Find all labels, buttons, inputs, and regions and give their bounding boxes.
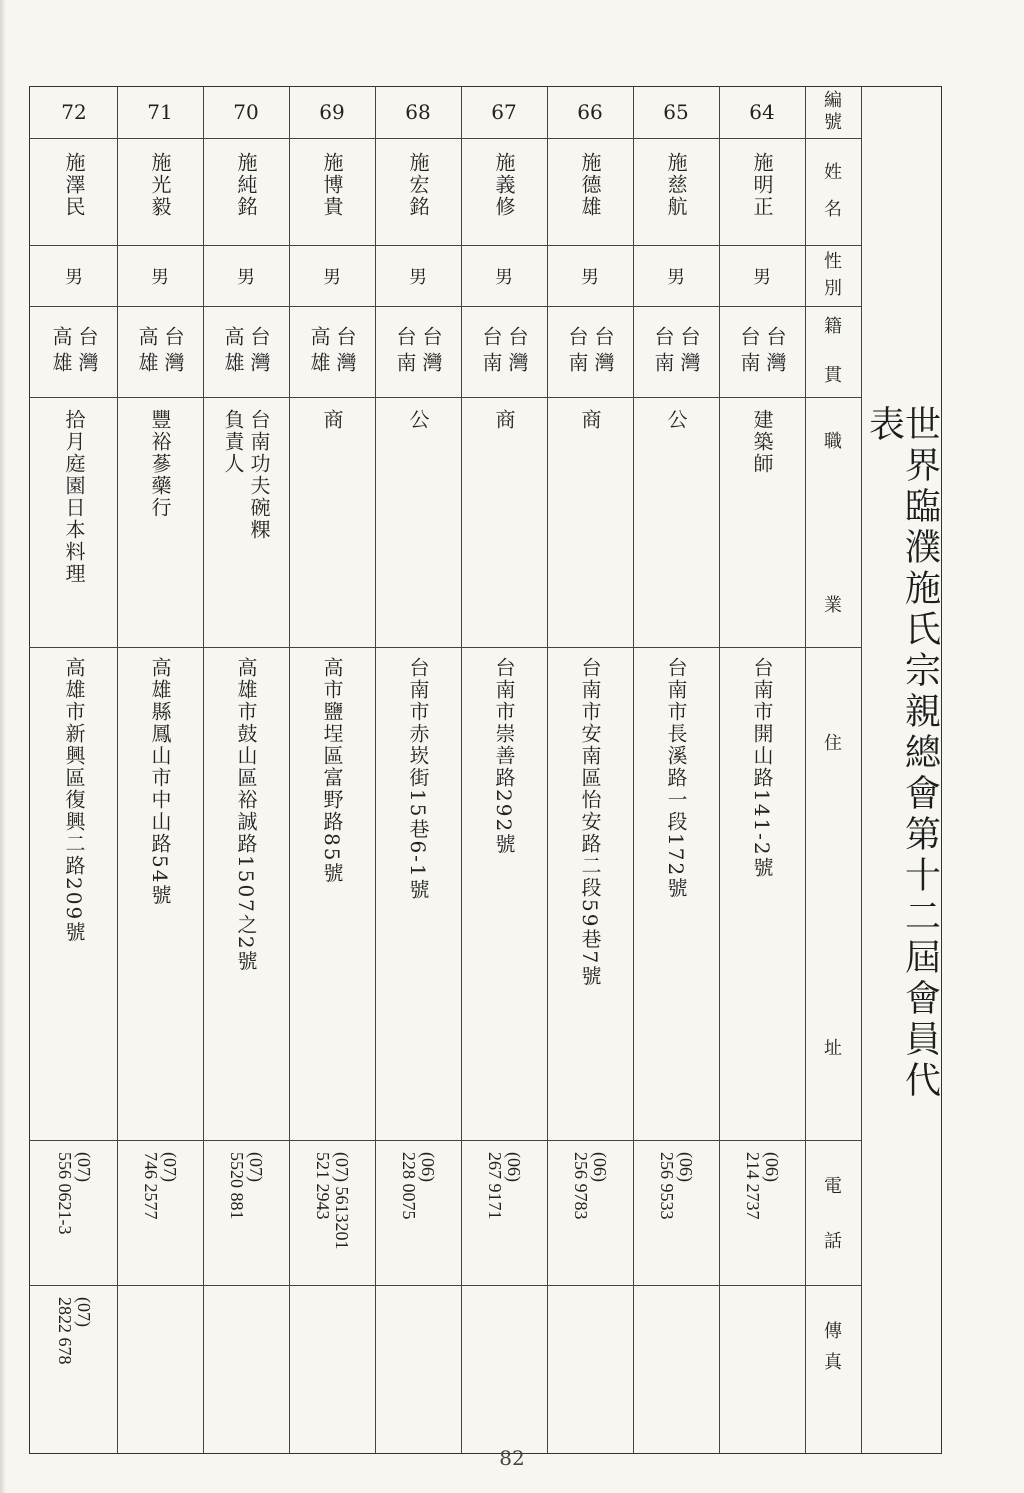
member-gender: 男	[237, 267, 255, 288]
member-origin-cell	[461, 306, 547, 397]
member-job-cell	[547, 397, 633, 647]
member-no-cell	[203, 86, 289, 138]
member-job-cell	[719, 397, 805, 647]
header-char: 號	[824, 112, 842, 134]
member-address-cell	[547, 647, 633, 1140]
member-fax-cell	[461, 1285, 547, 1454]
member-origin: 台灣 台南	[651, 326, 701, 378]
member-phone-cell	[375, 1140, 461, 1285]
member-gender-cell	[547, 245, 633, 306]
member-origin: 台灣 台南	[737, 326, 787, 378]
member-phone-cell	[633, 1140, 719, 1285]
member-origin-cell	[719, 306, 805, 397]
member-job: 建築師	[750, 409, 774, 475]
member-gender-cell	[719, 245, 805, 306]
member-job-cell	[461, 397, 547, 647]
member-name: 施博貴	[320, 152, 344, 218]
header-char: 籍	[824, 316, 842, 337]
member-address-cell	[375, 647, 461, 1140]
member-phone: (06) 267 9171	[485, 1152, 524, 1220]
member-fax-cell	[31, 1285, 117, 1454]
member-job-cell	[203, 397, 289, 647]
member-address: 台南市長溪路一段172號	[664, 657, 688, 900]
member-name-cell	[547, 138, 633, 245]
member-no: 66	[577, 100, 603, 124]
member-phone: (07) 556 0621-3	[55, 1152, 94, 1235]
header-address	[805, 647, 861, 1140]
member-address-cell	[31, 647, 117, 1140]
member-origin-cell	[117, 306, 203, 397]
member-name: 施義修	[492, 152, 516, 218]
page-number: 82	[499, 1446, 525, 1470]
member-origin: 台灣 台南	[479, 326, 529, 378]
member-job: 公	[664, 409, 688, 431]
header-number	[805, 86, 861, 138]
header-fax	[805, 1285, 861, 1454]
member-no: 68	[405, 100, 431, 124]
member-gender-cell	[203, 245, 289, 306]
page-edge	[0, 0, 6, 1493]
member-no: 64	[749, 100, 775, 124]
member-job: 豐裕蔘藥行	[148, 409, 172, 519]
member-phone: (07) 5520 881	[227, 1152, 266, 1220]
member-gender-cell	[31, 245, 117, 306]
member-fax-cell	[547, 1285, 633, 1454]
header-phone	[805, 1140, 861, 1285]
member-address-cell	[461, 647, 547, 1140]
member-origin-cell	[203, 306, 289, 397]
member-fax-cell	[375, 1285, 461, 1454]
member-fax-cell	[203, 1285, 289, 1454]
member-no-cell	[289, 86, 375, 138]
page-title: 世界臨濮施氏宗親總會第十二屆會員代表	[863, 405, 941, 1102]
member-origin-cell	[31, 306, 117, 397]
member-name-cell	[289, 138, 375, 245]
member-phone: (06) 256 9783	[571, 1152, 610, 1220]
member-job-cell	[289, 397, 375, 647]
member-job: 台南功夫碗粿 負責人	[221, 409, 271, 541]
member-phone-cell	[461, 1140, 547, 1285]
header-char: 址	[824, 1038, 842, 1060]
member-gender: 男	[753, 267, 771, 288]
member-phone: (06) 228 0075	[399, 1152, 438, 1220]
member-origin-cell	[633, 306, 719, 397]
member-job: 公	[406, 409, 430, 431]
member-address-cell	[633, 647, 719, 1140]
member-name-cell	[375, 138, 461, 245]
member-address: 高雄市新興區復興二路209號	[62, 657, 86, 944]
member-address: 高雄縣鳳山市中山路54號	[148, 657, 172, 907]
member-no-cell	[31, 86, 117, 138]
member-phone-cell	[31, 1140, 117, 1285]
member-no-cell	[719, 86, 805, 138]
member-origin: 台灣 高雄	[221, 326, 271, 378]
member-gender: 男	[323, 267, 341, 288]
member-origin-cell	[547, 306, 633, 397]
member-job-cell	[117, 397, 203, 647]
member-origin: 台灣 高雄	[307, 326, 357, 378]
member-origin: 台灣 高雄	[135, 326, 185, 378]
member-name: 施光毅	[148, 152, 172, 218]
member-gender: 男	[151, 267, 169, 288]
member-name-cell	[633, 138, 719, 245]
member-origin: 台灣 台南	[393, 326, 443, 378]
header-gender	[805, 245, 861, 306]
member-address-cell	[719, 647, 805, 1140]
member-gender: 男	[667, 267, 685, 288]
member-fax-cell	[719, 1285, 805, 1454]
member-address-cell	[117, 647, 203, 1140]
member-no-cell	[461, 86, 547, 138]
header-char: 住	[824, 733, 842, 754]
member-no: 65	[663, 100, 689, 124]
member-address: 台南市安南區怡安路二段59巷7號	[578, 657, 602, 988]
header-char: 名	[824, 199, 842, 221]
member-origin: 台灣 高雄	[49, 326, 99, 378]
member-phone: (07) 5613201 521 2943	[313, 1152, 352, 1250]
member-phone: (06) 214 2737	[743, 1152, 782, 1220]
member-address: 台南市赤崁街15巷6-1號	[406, 657, 430, 901]
member-phone-cell	[117, 1140, 203, 1285]
member-phone: (07) 746 2577	[141, 1152, 180, 1220]
member-address-cell	[203, 647, 289, 1140]
header-char: 別	[824, 278, 842, 300]
member-gender: 男	[65, 267, 83, 288]
member-gender-cell	[289, 245, 375, 306]
member-no-cell	[633, 86, 719, 138]
member-name: 施明正	[750, 152, 774, 218]
member-fax: (07) 2822 678	[55, 1297, 94, 1365]
member-origin: 台灣 台南	[565, 326, 615, 378]
header-char: 業	[824, 595, 842, 617]
member-no-cell	[375, 86, 461, 138]
member-phone-cell	[203, 1140, 289, 1285]
member-phone-cell	[289, 1140, 375, 1285]
member-address: 高市鹽埕區富野路85號	[320, 657, 344, 885]
member-no: 72	[61, 100, 87, 124]
member-job: 商	[578, 409, 602, 431]
member-gender: 男	[581, 267, 599, 288]
header-char: 貫	[824, 365, 842, 387]
member-gender-cell	[633, 245, 719, 306]
member-origin-cell	[289, 306, 375, 397]
member-job-cell	[31, 397, 117, 647]
header-char: 電	[824, 1176, 842, 1197]
member-job-cell	[375, 397, 461, 647]
member-no: 70	[233, 100, 259, 124]
header-char: 真	[824, 1352, 842, 1374]
member-name: 施德雄	[578, 152, 602, 218]
header-char: 傳	[824, 1321, 842, 1342]
member-job: 商	[320, 409, 344, 431]
member-phone-cell	[547, 1140, 633, 1285]
member-phone-cell	[719, 1140, 805, 1285]
member-gender-cell	[117, 245, 203, 306]
member-name: 施宏銘	[406, 152, 430, 218]
member-no: 71	[147, 100, 173, 124]
member-fax-cell	[633, 1285, 719, 1454]
member-job: 拾月庭園日本料理	[62, 409, 86, 585]
member-no-cell	[117, 86, 203, 138]
header-occupation	[805, 397, 861, 647]
member-name: 施純銘	[234, 152, 258, 218]
header-char: 性	[824, 251, 842, 272]
member-address: 台南市崇善路292號	[492, 657, 516, 856]
member-name-cell	[719, 138, 805, 245]
member-no-cell	[547, 86, 633, 138]
title-column	[861, 86, 942, 1454]
member-name: 施慈航	[664, 152, 688, 218]
member-name: 施澤民	[62, 152, 86, 218]
member-address: 台南市開山路141-2號	[750, 657, 774, 879]
member-address-cell	[289, 647, 375, 1140]
header-origin	[805, 306, 861, 397]
member-name-cell	[117, 138, 203, 245]
member-name-cell	[461, 138, 547, 245]
member-origin-cell	[375, 306, 461, 397]
member-gender-cell	[375, 245, 461, 306]
member-gender: 男	[409, 267, 427, 288]
header-char: 話	[824, 1231, 842, 1253]
member-gender: 男	[495, 267, 513, 288]
member-no: 67	[491, 100, 517, 124]
member-gender-cell	[461, 245, 547, 306]
header-char: 職	[824, 431, 842, 452]
member-fax-cell	[117, 1285, 203, 1454]
member-job-cell	[633, 397, 719, 647]
member-phone: (06) 256 9533	[657, 1152, 696, 1220]
member-name-cell	[31, 138, 117, 245]
header-char: 姓	[824, 162, 842, 183]
member-no: 69	[319, 100, 345, 124]
header-name	[805, 138, 861, 245]
member-fax-cell	[289, 1285, 375, 1454]
header-char: 編	[824, 90, 842, 111]
member-name-cell	[203, 138, 289, 245]
member-address: 高雄市鼓山區裕誠路1507之2號	[234, 657, 258, 973]
member-job: 商	[492, 409, 516, 431]
